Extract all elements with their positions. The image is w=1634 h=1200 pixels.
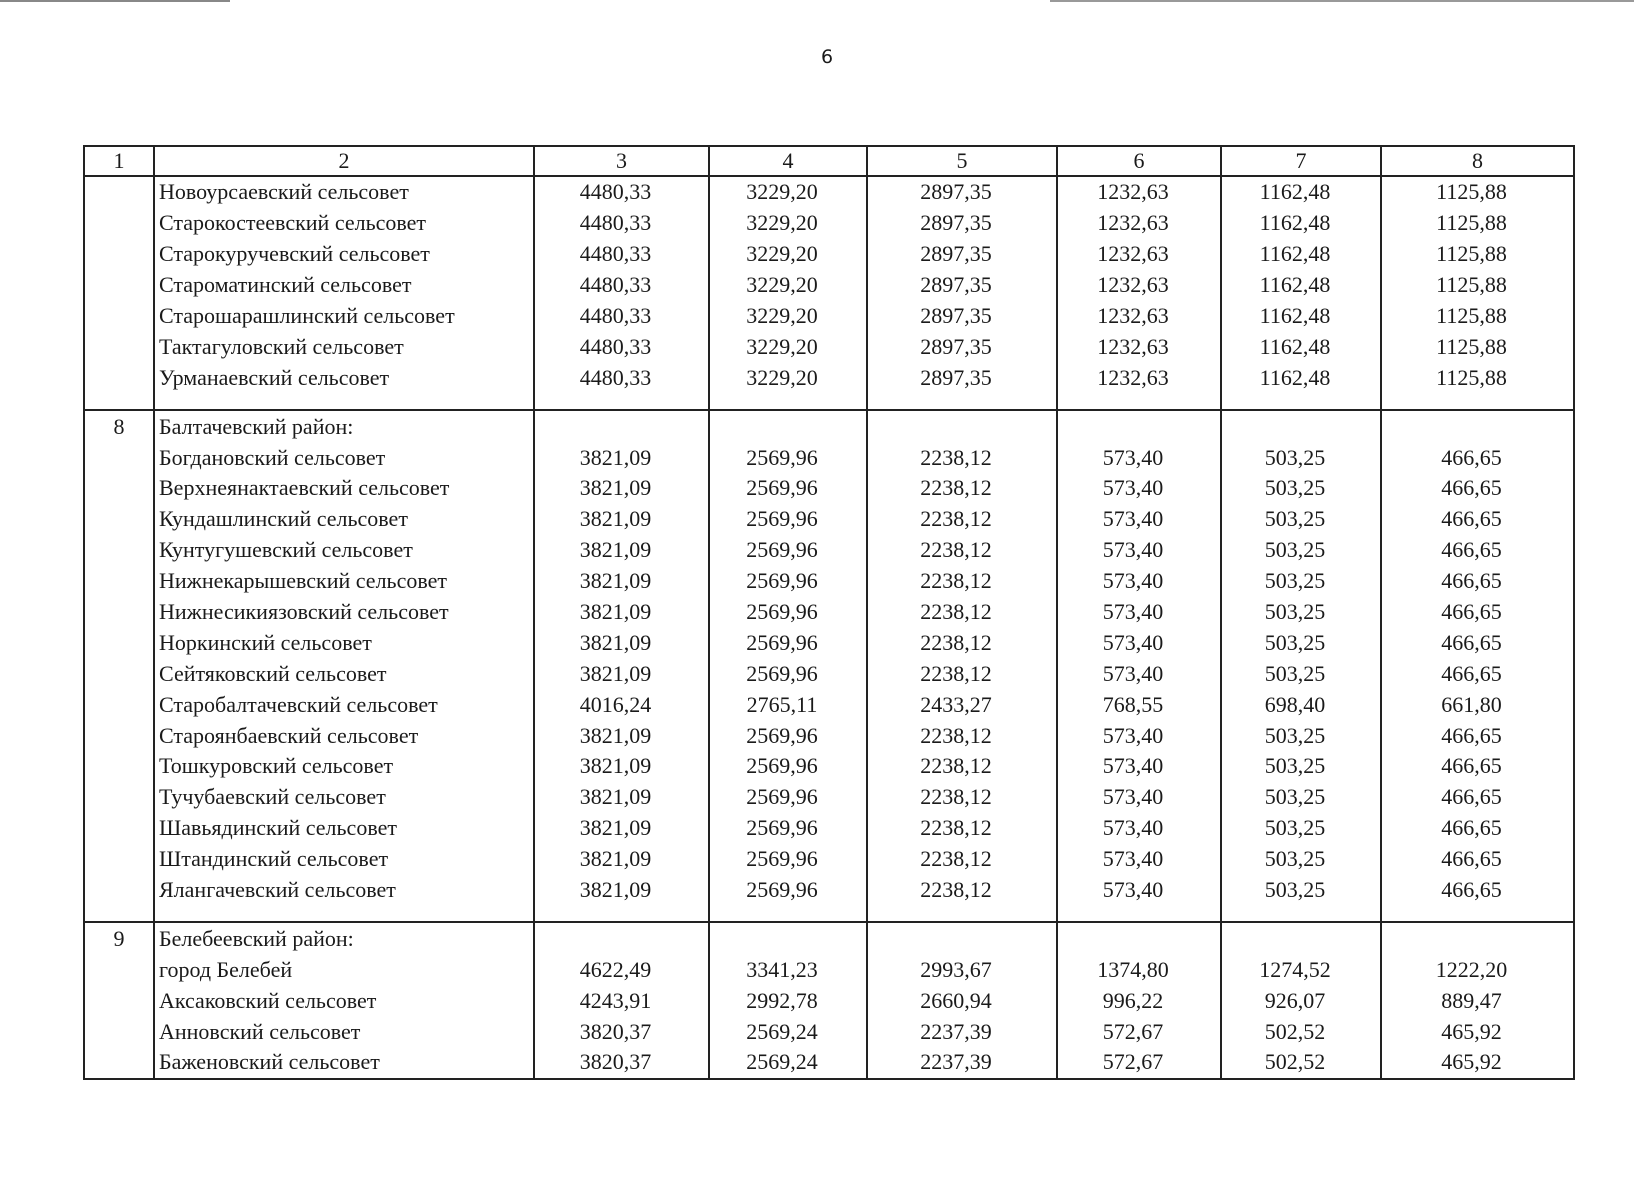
value-cell: 889,47 bbox=[1381, 985, 1574, 1016]
empty-cell bbox=[1057, 393, 1221, 410]
index-cell bbox=[84, 239, 154, 270]
value-cell: 3820,37 bbox=[534, 1016, 709, 1047]
value-cell: 503,25 bbox=[1221, 566, 1381, 597]
table-row bbox=[84, 362, 1574, 393]
value-cell: 503,25 bbox=[1221, 782, 1381, 813]
index-cell bbox=[84, 844, 154, 875]
value-cell: 1274,52 bbox=[1221, 954, 1381, 985]
value-cell: 2897,35 bbox=[867, 362, 1057, 393]
index-cell bbox=[84, 720, 154, 751]
value-cell: 1125,88 bbox=[1381, 208, 1574, 239]
settlement-name: Тошкуровский сельсовет bbox=[154, 751, 534, 782]
empty-cell bbox=[867, 393, 1057, 410]
table-row bbox=[84, 751, 1574, 782]
index-cell bbox=[84, 597, 154, 628]
empty-cell bbox=[154, 393, 534, 410]
settlement-name: Старокостеевский сельсовет bbox=[154, 208, 534, 239]
settlement-name: Староянбаевский сельсовет bbox=[154, 720, 534, 751]
value-cell: 4480,33 bbox=[534, 301, 709, 332]
empty-cell bbox=[154, 905, 534, 922]
empty-cell bbox=[534, 905, 709, 922]
value-cell: 573,40 bbox=[1057, 535, 1221, 566]
value-cell: 2897,35 bbox=[867, 176, 1057, 208]
value-cell: 2897,35 bbox=[867, 239, 1057, 270]
value-cell: 502,52 bbox=[1221, 1047, 1381, 1079]
value-cell: 1162,48 bbox=[1221, 270, 1381, 301]
value-cell: 4480,33 bbox=[534, 331, 709, 362]
value-cell: 3229,20 bbox=[709, 270, 867, 301]
value-cell: 573,40 bbox=[1057, 813, 1221, 844]
table-row bbox=[84, 239, 1574, 270]
value-cell: 661,80 bbox=[1381, 689, 1574, 720]
table-row bbox=[84, 985, 1574, 1016]
value-cell: 1125,88 bbox=[1381, 301, 1574, 332]
empty-cell bbox=[84, 393, 154, 410]
index-cell bbox=[84, 985, 154, 1016]
index-cell bbox=[84, 442, 154, 473]
settlement-name: Аксаковский сельсовет bbox=[154, 985, 534, 1016]
table-row bbox=[84, 782, 1574, 813]
value-cell: 573,40 bbox=[1057, 442, 1221, 473]
table-row bbox=[84, 720, 1574, 751]
value-cell: 466,65 bbox=[1381, 504, 1574, 535]
value-cell: 3821,09 bbox=[534, 844, 709, 875]
value-cell: 2569,24 bbox=[709, 1016, 867, 1047]
empty-cell bbox=[709, 410, 867, 442]
index-cell bbox=[84, 875, 154, 906]
value-cell: 698,40 bbox=[1221, 689, 1381, 720]
value-cell: 2569,96 bbox=[709, 535, 867, 566]
value-cell: 503,25 bbox=[1221, 597, 1381, 628]
table-row bbox=[84, 504, 1574, 535]
value-cell: 503,25 bbox=[1221, 627, 1381, 658]
column-header: 2 bbox=[154, 146, 534, 176]
empty-cell bbox=[867, 905, 1057, 922]
value-cell: 3821,09 bbox=[534, 751, 709, 782]
index-cell bbox=[84, 813, 154, 844]
value-cell: 573,40 bbox=[1057, 504, 1221, 535]
value-cell: 503,25 bbox=[1221, 720, 1381, 751]
table-header-row bbox=[84, 146, 1574, 176]
index-cell bbox=[84, 362, 154, 393]
settlement-name: Сейтяковский сельсовет bbox=[154, 658, 534, 689]
settlement-name: Старокуручевский сельсовет bbox=[154, 239, 534, 270]
value-cell: 1232,63 bbox=[1057, 331, 1221, 362]
value-cell: 2237,39 bbox=[867, 1016, 1057, 1047]
value-cell: 573,40 bbox=[1057, 875, 1221, 906]
value-cell: 466,65 bbox=[1381, 875, 1574, 906]
value-cell: 572,67 bbox=[1057, 1016, 1221, 1047]
empty-cell bbox=[1221, 410, 1381, 442]
table-row bbox=[84, 1016, 1574, 1047]
value-cell: 2238,12 bbox=[867, 844, 1057, 875]
value-cell: 3821,09 bbox=[534, 813, 709, 844]
group-index: 8 bbox=[84, 410, 154, 442]
value-cell: 503,25 bbox=[1221, 751, 1381, 782]
empty-cell bbox=[867, 410, 1057, 442]
empty-cell bbox=[1381, 922, 1574, 954]
district-title: Белебеевский район: bbox=[154, 922, 534, 954]
empty-cell bbox=[84, 905, 154, 922]
index-cell bbox=[84, 331, 154, 362]
column-header: 7 bbox=[1221, 146, 1381, 176]
value-cell: 573,40 bbox=[1057, 627, 1221, 658]
empty-cell bbox=[1221, 905, 1381, 922]
index-cell bbox=[84, 954, 154, 985]
empty-cell bbox=[1381, 905, 1574, 922]
value-cell: 2569,96 bbox=[709, 875, 867, 906]
empty-cell bbox=[1221, 922, 1381, 954]
table-row bbox=[84, 442, 1574, 473]
column-header: 4 bbox=[709, 146, 867, 176]
value-cell: 1125,88 bbox=[1381, 362, 1574, 393]
table-row bbox=[84, 658, 1574, 689]
value-cell: 573,40 bbox=[1057, 658, 1221, 689]
settlement-name: Тактагуловский сельсовет bbox=[154, 331, 534, 362]
value-cell: 1162,48 bbox=[1221, 331, 1381, 362]
value-cell: 1162,48 bbox=[1221, 239, 1381, 270]
value-cell: 3821,09 bbox=[534, 627, 709, 658]
table-spacer-row bbox=[84, 393, 1574, 410]
value-cell: 3229,20 bbox=[709, 239, 867, 270]
value-cell: 3821,09 bbox=[534, 535, 709, 566]
value-cell: 996,22 bbox=[1057, 985, 1221, 1016]
value-cell: 2238,12 bbox=[867, 751, 1057, 782]
empty-cell bbox=[534, 393, 709, 410]
empty-cell bbox=[1057, 922, 1221, 954]
settlement-name: Тучубаевский сельсовет bbox=[154, 782, 534, 813]
empty-cell bbox=[709, 922, 867, 954]
value-cell: 503,25 bbox=[1221, 535, 1381, 566]
value-cell: 2238,12 bbox=[867, 535, 1057, 566]
table-row bbox=[84, 208, 1574, 239]
table-row bbox=[84, 270, 1574, 301]
value-cell: 2238,12 bbox=[867, 566, 1057, 597]
value-cell: 2569,24 bbox=[709, 1047, 867, 1079]
settlement-name: Урманаевский сельсовет bbox=[154, 362, 534, 393]
value-cell: 466,65 bbox=[1381, 658, 1574, 689]
value-cell: 1374,80 bbox=[1057, 954, 1221, 985]
value-cell: 2238,12 bbox=[867, 720, 1057, 751]
empty-cell bbox=[534, 922, 709, 954]
settlement-name: Кунтугушевский сельсовет bbox=[154, 535, 534, 566]
value-cell: 573,40 bbox=[1057, 720, 1221, 751]
scan-edge-line bbox=[1050, 0, 1634, 2]
value-cell: 2238,12 bbox=[867, 658, 1057, 689]
value-cell: 2569,96 bbox=[709, 813, 867, 844]
table-row bbox=[84, 597, 1574, 628]
value-cell: 573,40 bbox=[1057, 844, 1221, 875]
value-cell: 1232,63 bbox=[1057, 176, 1221, 208]
table-spacer-row bbox=[84, 905, 1574, 922]
value-cell: 4480,33 bbox=[534, 208, 709, 239]
settlement-name: Богдановский сельсовет bbox=[154, 442, 534, 473]
column-header: 1 bbox=[84, 146, 154, 176]
value-cell: 3229,20 bbox=[709, 176, 867, 208]
settlement-name: Норкинский сельсовет bbox=[154, 627, 534, 658]
table-row bbox=[84, 566, 1574, 597]
settlement-name: Старошарашлинский сельсовет bbox=[154, 301, 534, 332]
table-body bbox=[84, 176, 1574, 1079]
value-cell: 4016,24 bbox=[534, 689, 709, 720]
value-cell: 2897,35 bbox=[867, 270, 1057, 301]
table-row bbox=[84, 844, 1574, 875]
value-cell: 2897,35 bbox=[867, 331, 1057, 362]
value-cell: 2897,35 bbox=[867, 301, 1057, 332]
settlement-name: Верхнеянактаевский сельсовет bbox=[154, 473, 534, 504]
empty-cell bbox=[1057, 905, 1221, 922]
table-row bbox=[84, 301, 1574, 332]
settlement-name: город Белебей bbox=[154, 954, 534, 985]
value-cell: 1232,63 bbox=[1057, 239, 1221, 270]
value-cell: 466,65 bbox=[1381, 720, 1574, 751]
empty-cell bbox=[867, 922, 1057, 954]
value-cell: 1232,63 bbox=[1057, 270, 1221, 301]
value-cell: 1162,48 bbox=[1221, 362, 1381, 393]
value-cell: 2238,12 bbox=[867, 875, 1057, 906]
column-header: 3 bbox=[534, 146, 709, 176]
value-cell: 4243,91 bbox=[534, 985, 709, 1016]
value-cell: 4622,49 bbox=[534, 954, 709, 985]
value-cell: 503,25 bbox=[1221, 658, 1381, 689]
settlement-name: Баженовский сельсовет bbox=[154, 1047, 534, 1079]
value-cell: 466,65 bbox=[1381, 782, 1574, 813]
value-cell: 4480,33 bbox=[534, 362, 709, 393]
value-cell: 3229,20 bbox=[709, 362, 867, 393]
empty-cell bbox=[1221, 393, 1381, 410]
value-cell: 2238,12 bbox=[867, 627, 1057, 658]
value-cell: 3820,37 bbox=[534, 1047, 709, 1079]
value-cell: 3821,09 bbox=[534, 782, 709, 813]
value-cell: 465,92 bbox=[1381, 1047, 1574, 1079]
value-cell: 3821,09 bbox=[534, 597, 709, 628]
index-cell bbox=[84, 689, 154, 720]
value-cell: 3229,20 bbox=[709, 301, 867, 332]
value-cell: 2238,12 bbox=[867, 597, 1057, 628]
index-cell bbox=[84, 658, 154, 689]
value-cell: 3229,20 bbox=[709, 208, 867, 239]
table-row bbox=[84, 331, 1574, 362]
empty-cell bbox=[534, 410, 709, 442]
value-cell: 2569,96 bbox=[709, 504, 867, 535]
value-cell: 2569,96 bbox=[709, 782, 867, 813]
group-index: 9 bbox=[84, 922, 154, 954]
value-cell: 1125,88 bbox=[1381, 331, 1574, 362]
value-cell: 4480,33 bbox=[534, 176, 709, 208]
value-cell: 573,40 bbox=[1057, 566, 1221, 597]
value-cell: 466,65 bbox=[1381, 535, 1574, 566]
table-row bbox=[84, 176, 1574, 208]
value-cell: 572,67 bbox=[1057, 1047, 1221, 1079]
scan-edge-line bbox=[0, 0, 230, 2]
value-cell: 2569,96 bbox=[709, 597, 867, 628]
index-cell bbox=[84, 504, 154, 535]
index-cell bbox=[84, 208, 154, 239]
value-cell: 3821,09 bbox=[534, 442, 709, 473]
value-cell: 503,25 bbox=[1221, 875, 1381, 906]
settlement-name: Шавьядинский сельсовет bbox=[154, 813, 534, 844]
value-cell: 2237,39 bbox=[867, 1047, 1057, 1079]
value-cell: 3821,09 bbox=[534, 720, 709, 751]
value-cell: 466,65 bbox=[1381, 844, 1574, 875]
value-cell: 1162,48 bbox=[1221, 301, 1381, 332]
value-cell: 1125,88 bbox=[1381, 270, 1574, 301]
value-cell: 1162,48 bbox=[1221, 176, 1381, 208]
value-cell: 2992,78 bbox=[709, 985, 867, 1016]
value-cell: 3229,20 bbox=[709, 331, 867, 362]
value-cell: 573,40 bbox=[1057, 597, 1221, 628]
settlement-name: Кундашлинский сельсовет bbox=[154, 504, 534, 535]
table-row bbox=[84, 535, 1574, 566]
index-cell bbox=[84, 627, 154, 658]
index-cell bbox=[84, 176, 154, 208]
table-row bbox=[84, 689, 1574, 720]
index-cell bbox=[84, 782, 154, 813]
value-cell: 4480,33 bbox=[534, 270, 709, 301]
value-cell: 466,65 bbox=[1381, 473, 1574, 504]
value-cell: 2238,12 bbox=[867, 442, 1057, 473]
value-cell: 573,40 bbox=[1057, 473, 1221, 504]
tariff-table bbox=[83, 145, 1575, 1080]
settlement-name: Нижнекарышевский сельсовет bbox=[154, 566, 534, 597]
value-cell: 1222,20 bbox=[1381, 954, 1574, 985]
settlement-name: Нижнесикиязовский сельсовет bbox=[154, 597, 534, 628]
value-cell: 2238,12 bbox=[867, 813, 1057, 844]
settlement-name: Ялангачевский сельсовет bbox=[154, 875, 534, 906]
index-cell bbox=[84, 566, 154, 597]
index-cell bbox=[84, 473, 154, 504]
value-cell: 466,65 bbox=[1381, 597, 1574, 628]
value-cell: 2238,12 bbox=[867, 473, 1057, 504]
value-cell: 2238,12 bbox=[867, 504, 1057, 535]
value-cell: 503,25 bbox=[1221, 813, 1381, 844]
value-cell: 465,92 bbox=[1381, 1016, 1574, 1047]
value-cell: 503,25 bbox=[1221, 844, 1381, 875]
value-cell: 4480,33 bbox=[534, 239, 709, 270]
value-cell: 2993,67 bbox=[867, 954, 1057, 985]
value-cell: 2569,96 bbox=[709, 473, 867, 504]
empty-cell bbox=[1381, 410, 1574, 442]
value-cell: 466,65 bbox=[1381, 566, 1574, 597]
value-cell: 503,25 bbox=[1221, 473, 1381, 504]
table-row bbox=[84, 954, 1574, 985]
value-cell: 573,40 bbox=[1057, 751, 1221, 782]
value-cell: 2569,96 bbox=[709, 627, 867, 658]
table-row bbox=[84, 1047, 1574, 1079]
page-number: 6 bbox=[820, 46, 834, 68]
value-cell: 2569,96 bbox=[709, 566, 867, 597]
settlement-name: Штандинский сельсовет bbox=[154, 844, 534, 875]
table-row bbox=[84, 410, 1574, 442]
value-cell: 1125,88 bbox=[1381, 239, 1574, 270]
value-cell: 466,65 bbox=[1381, 442, 1574, 473]
value-cell: 503,25 bbox=[1221, 442, 1381, 473]
table-row bbox=[84, 473, 1574, 504]
index-cell bbox=[84, 751, 154, 782]
value-cell: 2569,96 bbox=[709, 720, 867, 751]
value-cell: 503,25 bbox=[1221, 504, 1381, 535]
index-cell bbox=[84, 301, 154, 332]
table-row bbox=[84, 813, 1574, 844]
index-cell bbox=[84, 535, 154, 566]
settlement-name: Анновский сельсовет bbox=[154, 1016, 534, 1047]
empty-cell bbox=[709, 393, 867, 410]
empty-cell bbox=[1381, 393, 1574, 410]
value-cell: 2569,96 bbox=[709, 751, 867, 782]
district-title: Балтачевский район: bbox=[154, 410, 534, 442]
value-cell: 2238,12 bbox=[867, 782, 1057, 813]
value-cell: 2433,27 bbox=[867, 689, 1057, 720]
value-cell: 3821,09 bbox=[534, 658, 709, 689]
value-cell: 2660,94 bbox=[867, 985, 1057, 1016]
value-cell: 3821,09 bbox=[534, 504, 709, 535]
value-cell: 2569,96 bbox=[709, 844, 867, 875]
value-cell: 573,40 bbox=[1057, 782, 1221, 813]
column-header: 6 bbox=[1057, 146, 1221, 176]
empty-cell bbox=[709, 905, 867, 922]
value-cell: 2765,11 bbox=[709, 689, 867, 720]
value-cell: 1125,88 bbox=[1381, 176, 1574, 208]
index-cell bbox=[84, 1047, 154, 1079]
value-cell: 466,65 bbox=[1381, 813, 1574, 844]
settlement-name: Старобалтачевский сельсовет bbox=[154, 689, 534, 720]
value-cell: 2569,96 bbox=[709, 658, 867, 689]
value-cell: 3821,09 bbox=[534, 473, 709, 504]
value-cell: 3821,09 bbox=[534, 875, 709, 906]
table-row bbox=[84, 922, 1574, 954]
table-row bbox=[84, 875, 1574, 906]
index-cell bbox=[84, 1016, 154, 1047]
settlement-name: Новоурсаевский сельсовет bbox=[154, 176, 534, 208]
empty-cell bbox=[1057, 410, 1221, 442]
value-cell: 2897,35 bbox=[867, 208, 1057, 239]
column-header: 5 bbox=[867, 146, 1057, 176]
value-cell: 768,55 bbox=[1057, 689, 1221, 720]
value-cell: 2569,96 bbox=[709, 442, 867, 473]
value-cell: 3341,23 bbox=[709, 954, 867, 985]
value-cell: 1162,48 bbox=[1221, 208, 1381, 239]
value-cell: 502,52 bbox=[1221, 1016, 1381, 1047]
value-cell: 1232,63 bbox=[1057, 208, 1221, 239]
index-cell bbox=[84, 270, 154, 301]
value-cell: 1232,63 bbox=[1057, 362, 1221, 393]
value-cell: 466,65 bbox=[1381, 751, 1574, 782]
value-cell: 466,65 bbox=[1381, 627, 1574, 658]
column-header: 8 bbox=[1381, 146, 1574, 176]
value-cell: 926,07 bbox=[1221, 985, 1381, 1016]
value-cell: 3821,09 bbox=[534, 566, 709, 597]
table-row bbox=[84, 627, 1574, 658]
value-cell: 1232,63 bbox=[1057, 301, 1221, 332]
settlement-name: Староматинский сельсовет bbox=[154, 270, 534, 301]
